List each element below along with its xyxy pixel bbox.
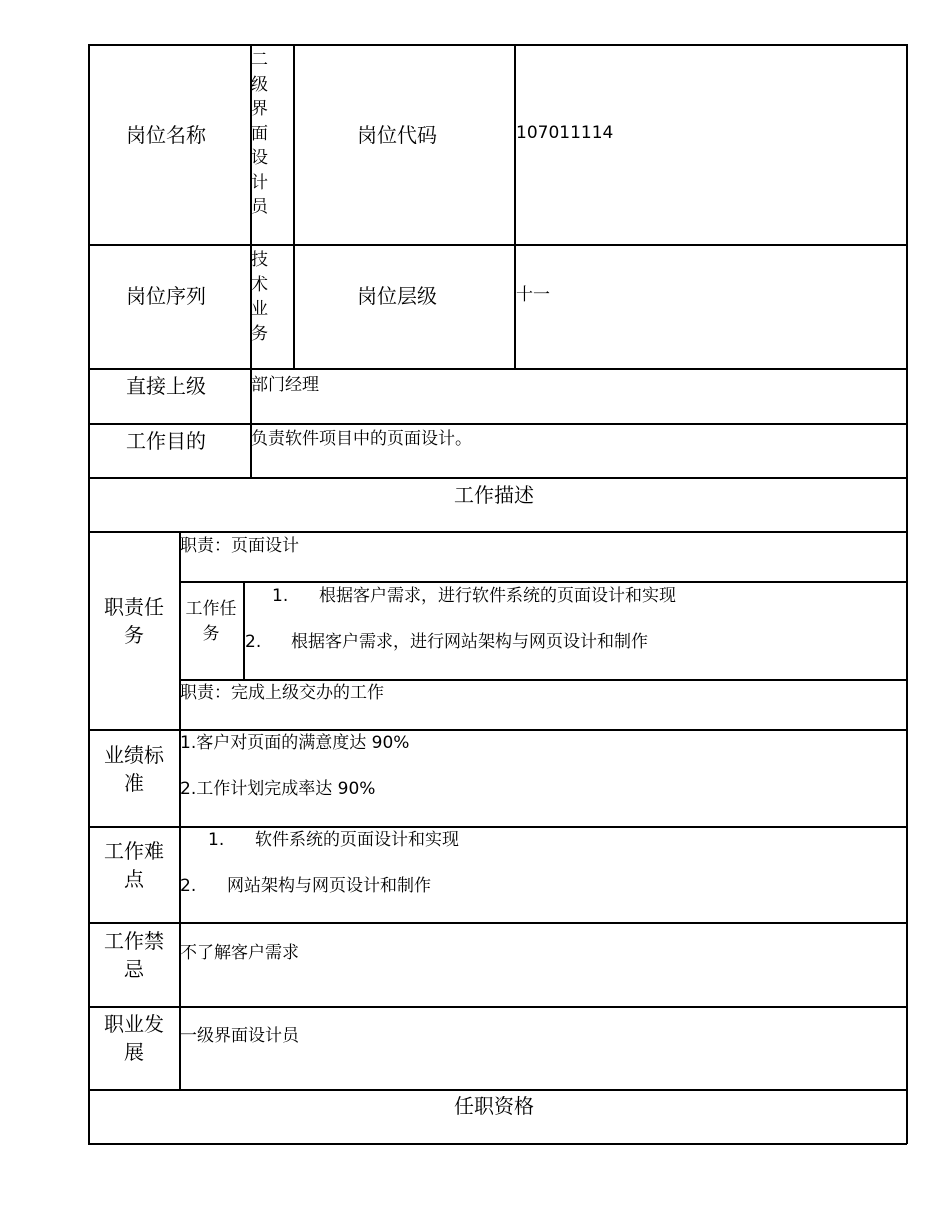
rule — [179, 679, 907, 681]
rule — [243, 581, 245, 680]
rule — [293, 44, 295, 369]
career-value: 一级界面设计员 — [180, 1026, 299, 1046]
rule — [88, 922, 907, 924]
position-code-value: 107011114 — [516, 123, 614, 143]
difficulty-label: 工作难点 — [104, 839, 164, 891]
difficulty-1-number: 1. — [208, 830, 225, 850]
border-right — [906, 44, 908, 1144]
rule — [88, 477, 907, 479]
task-2-number: 2. — [245, 632, 262, 652]
duty-2: 职责：完成上级交办的工作 — [180, 683, 384, 703]
position-series-label: 岗位序列 — [126, 284, 206, 308]
border-bottom — [88, 1143, 907, 1145]
taboo-label: 工作禁忌 — [104, 929, 164, 981]
rule — [514, 44, 516, 369]
rule — [179, 581, 907, 583]
difficulty-1: 软件系统的页面设计和实现 — [255, 830, 459, 850]
tasks-label: 工作任务 — [185, 599, 237, 644]
position-level-value: 十一 — [516, 285, 550, 305]
position-level-label: 岗位层级 — [357, 284, 437, 308]
qualifications-title: 任职资格 — [454, 1094, 534, 1118]
rule — [88, 531, 907, 533]
rule — [88, 368, 907, 370]
job-description-title: 工作描述 — [454, 483, 534, 507]
rule — [88, 1006, 907, 1008]
career-label: 职业发展 — [104, 1012, 164, 1064]
purpose-label: 工作目的 — [126, 429, 206, 453]
border-left — [88, 44, 90, 1144]
task-1: 根据客户需求，进行软件系统的页面设计和实现 — [319, 586, 676, 606]
position-code-label: 岗位代码 — [357, 123, 437, 147]
border-top — [88, 44, 907, 46]
difficulty-2: 网站架构与网页设计和制作 — [227, 876, 431, 896]
duty-1: 职责：页面设计 — [180, 536, 299, 556]
position-series-value: 技术业务 — [251, 250, 268, 344]
supervisor-label: 直接上级 — [126, 374, 206, 398]
taboo-value: 不了解客户需求 — [180, 943, 299, 963]
rule — [88, 423, 907, 425]
performance-1: 1.客户对页面的满意度达 90% — [180, 733, 410, 753]
task-2: 根据客户需求，进行网站架构与网页设计和制作 — [291, 632, 648, 652]
supervisor-value: 部门经理 — [251, 375, 319, 395]
performance-label: 业绩标准 — [104, 743, 164, 795]
task-1-number: 1. — [272, 586, 289, 606]
position-name-label: 岗位名称 — [126, 123, 206, 147]
rule — [88, 826, 907, 828]
rule — [88, 729, 907, 731]
performance-2: 2.工作计划完成率达 90% — [180, 779, 376, 799]
difficulty-2-number: 2. — [180, 876, 197, 896]
duties-label: 职责任务 — [104, 595, 164, 647]
purpose-value: 负责软件项目中的页面设计。 — [251, 429, 472, 449]
rule — [88, 244, 907, 246]
position-name-value: 二级界面设计员 — [251, 50, 268, 217]
rule — [88, 1089, 907, 1091]
